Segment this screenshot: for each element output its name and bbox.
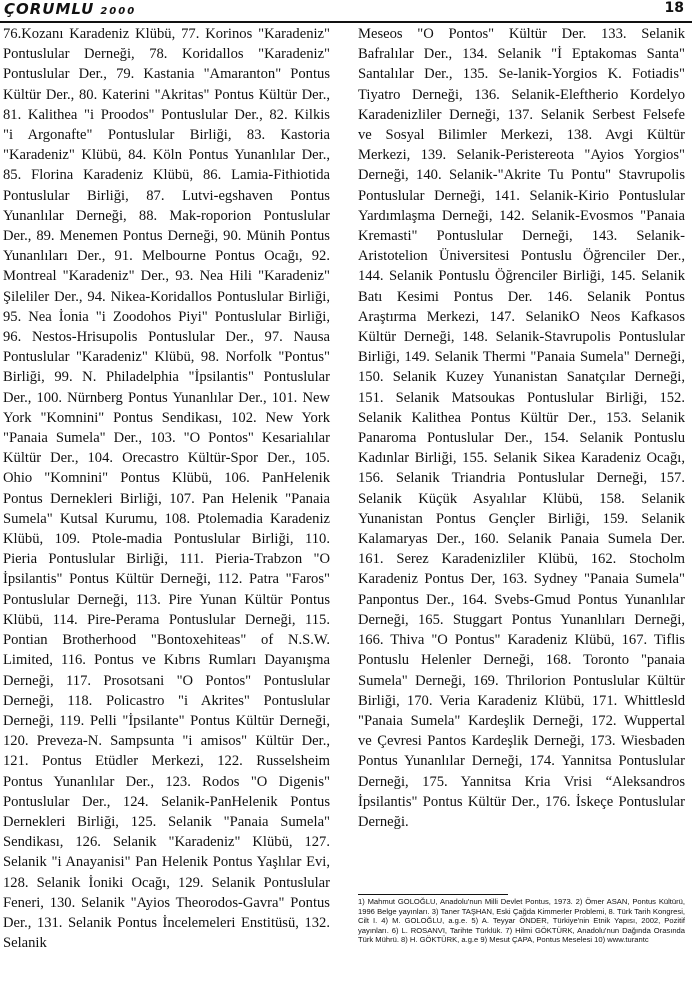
right-column-text: Meseos "O Pontos" Kültür Der. 133. Selanik Bafralılar Der., 134. Selanik "İ Eptakomas Santa" Santalılar Der., 135. Se-lanik-Yorgios K. Fotiadis" Tiyatro Derneği, 136. Selanik-Eleftherio Kordelyo Karadenizliler Derneği, 137. Selanik Serbest Felsefe ve Sosyal Bilimler Merkezi, 138. Avgi Kültür Merkezi, 139. Selanik-Peristereota "Ayios Yorgios" Derneği, 140. Selanik-"Akrite Tu Pontu" Stavrupolis Pontuslular Derneği, 141. Selanik-Kirio Pontuslular Yardımlaşma Derneği, 142. Selanik-Evosmos "Panaia Kremasti" Pontuslular Derneği, 143. Selanik-Aristotelion Üniversitesi Pontuslu Öğrenciler Der., 144. Selanik Pontuslu Öğrenciler Birliği, 145. Selanik Batı Kesimi Pontus Der. 146. Selanik Pontus Araştırma Merkezi, 147. SelanikO Neos Kafkasos Kültür Derneği, 148. Selanik-Stavrupolis Pontuslular Birliği, 149. Selanik Thermi "Panaia Sumela" Derneği, 150. Selanik Kuzey Yunanistan Sanatçılar Derneği, 151. Selanik Matsoukas Pontuslular Birliği, 152. Selanik Kalithea Pontus Kültür Der., 153. Selanik Panaroma Pontuslular Der., 154. Selanik Pontuslu Kadınlar Birliği, 155. Selanik Sikea Karadeniz Ocağı, 156. Selanik Triandria Pontuslular Derneği, 157. Selanik Küçük Asyalılar Klübü, 158. Selanik Yunanistan Pontus Gençler Birliği, 159. Selanik Kalamaryas Der., 160. Selanik Panaia Sumela Der. 161. Serez Karadenizliler Klübü, 162. Stocholm Karadeniz Pontus Der, 163. Sydney "Panaia Sumela" Panpontus Der., 164. Svebs-Gmud Pontus Yunanlılar Derneği, 165. Stuggart Pontus Yunanlıları Derneği, 166. Thiva "O Pontus" Karadeniz Klübü, 167. Tiflis Pontuslu Helenler Derneği, 168. Toronto "panaia Sumela" Derneği, 169. Thrilorion Pontuslular Kültür Birliği, 170. Veria Karadeniz Klübü, 171. Whittlesld "Panaia Sumela" Kardeşlik Derneği, 172. Wuppertal ve Çevresi Pantos Kardeşlik Derneği, 173. Wiesbaden Pontus Yunanlılar Derneği, 174. Yannitsa Pontuslular Derneği, 175. Yannitsa Kria Vrisi “Aleksandros İpsilantis" Pontus Kültür Der., 176. İskeçe Pontuslular Derneği. [358,26,685,830]
magazine-logo [4,0,136,18]
page-number: 18 [664,0,684,16]
left-column-text: 76.Kozanı Karadeniz Klübü, 77. Korinos "Karadeniz" Pontuslular Derneği, 78. Koridallos "Karadeniz" Pontuslular Der., 79. Kastania "Amaranton" Pontus Kültür Der., 80. Katerini "Akritas" Pontus Kültür Der., 81. Kalithea "i Proodos" Pontuslular Der., 82. Kilkis "i Argonafte" Pontuslular Birliği, 83. Kastoria "Karadeniz" Klübü, 84. Köln Pontus Yunanlılar Der., 85. Florina Karadeniz Klübü, 86. Lamia-Fithiotida Pontuslular Birliği, 87. Lutvi-egshaven Pontus Yunanlılar Derneği, 88. Mak-roporion Pontuslular Der., 89. Menemen Pontus Derneği, 90. Münih Pontus Yunanlıları Der., 91. Melbourne Pontus Ocağı, 92. Montreal "Karadeniz" Der., 93. Nea Hili "Karadeniz" Şileliler Der., 94. Nikea-Koridallos Pontuslular Birliği, 95. Nea İonia "i Zoodohos Piyi" Pontuslular Birliği, 96. Nestos-Hrisupolis Pontuslular Der., 97. Nausa Pontuslular "Karadeniz" Klübü, 98. Norfolk "Pontus" Birliği, 99. N. Philadelphia "İpsilantis" Pontuslular Der., 100. Nürnberg Pontus Yunanlılar Der., 101. New York "Komnini" Pontus Sendikası, 102. New York "Panaia Sumela" Der., 103. "O Pontos" Kesarialılar Kültür Der., 104. Orecastro Kültür-Spor Der., 105. Ohio "Komnini" Pontus Klübü, 106. PanHelenik Pontus Dernekleri Birliği, 107. Pan Helenik "Panaia Sumela" Kutsal Kurumu, 108. Ptolemadia Karadeniz Klübü, 109. Ptole-madia Pontuslular Birliği, 110. Pieria Pontuslular Birliği, 111. Pieria-Trabzon "O İpsilantis" Pontus Kültür Derneği, 112. Patra "Faros" Pontuslular Derneği, 113. Pire Yunan Kültür Pontus Klübü, 114. Pire-Perama Pontuslular Derneği, 115. Pontian Brotherhood "Bontoxehiteas" of N.S.W. Limited, 116. Pontus ve Kıbrıs Rumları Dayanışma Derneği, 117. Prosotsani "O Pontos" Pontuslular Derneği, 118. Policastro "i Akrites" Pontuslular Derneği, 119. Pelli "İpsilante" Pontus Kültür Derneği, 120. Preveza-N. Sampsunta "i amisos" Kültür Der., 121. Pontus Etüdler Merkezi, 122. Russelsheim Pontus Yunanlılar Der., 123. Rodos "O Digenis" Pontuslular Der., 124. Selanik-PanHelenik Pontus Dernekleri Birliği, 125. Selanik "Panaia Sumela" Sendikası, 126. Selanik "Karadeniz" Klübü, 127. Selanik "i Anayanisi" Pan Helenik Pontus Yaşlılar Evi, 128. Selanik İoniki Ocağı, 129. Selanik Pontuslular Feneri, 130. Selanik "Ayios Theorodos-Gavra" Pontus Der., 131. Selanik Pontus İncelemeleri Enstitüsü, 132. Selanik [3,26,330,952]
footnote-divider [358,894,508,895]
page-header [0,0,692,22]
logo-year: 2000 [100,6,137,17]
logo-text: ÇORUMLU [4,0,95,18]
footnotes: 1) Mahmut GOLOĞLU, Anadolu'nun Milli Devlet Pontus, 1973. 2) Ömer ASAN, Pontus Kültürü, 1996 Belge yayınları. 3) Taner TAŞHAN, Eski Çağda Kimmerler Problemi, 8. Türk Tarih Kongresi, Cilt I. 4) M. GOLOĞLU, a.g.e. 5) A. Teyyar ÖNDER, Türkiye'nin Etnik Yapısı, 2002, Pozitif yayınları. 6) L. ROSANVI, Tarihte Türklük. 7) Hilmi GÖKTÜRK, Anadolu'nun Dağında Orasında Türk Mührü. 8) H. GÖKTÜRK, a.g.e 9) Mesut ÇAPA, Pontus Meselesi 10) www.turantc [358,897,685,945]
header-rule [0,21,692,23]
